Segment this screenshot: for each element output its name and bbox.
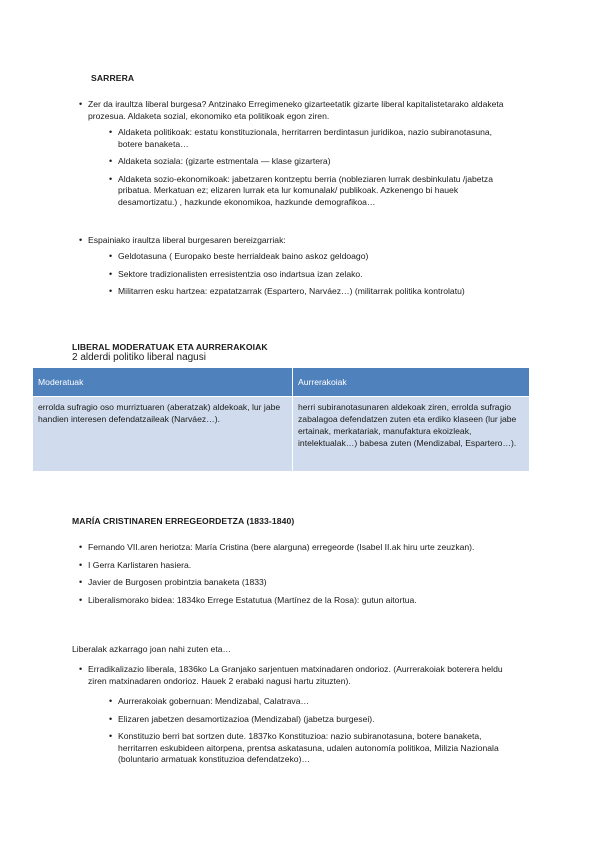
list-item: • I Gerra Karlistaren hasiera. (88, 560, 508, 572)
table-header-moderatuak: Moderatuak (33, 368, 293, 397)
list-item: • Zer da iraultza liberal burgesa? Antzinako Erregimeneko gizarteetatik gizarte liberal kapitalistetarako aldaketa prozesua. Aldaketa sozial, ekonomiko eta politikoak egon ziren. (88, 99, 508, 122)
list-item: • Aldaketa soziala: (gizarte estmentala — klase gizartera) (118, 156, 508, 168)
list-item: • Militarren esku hartzea: ezpatatzarrak (Espartero, Narváez…) (militarrak politika kontrolatu) (118, 286, 508, 298)
paragraph: Liberalak azkarrago joan nahi zuten eta… (72, 644, 232, 654)
section-heading-sarrera: SARRERA (91, 73, 135, 83)
erradikalizazio-list (88, 664, 508, 687)
section-heading-maria: MARÍA CRISTINAREN ERREGEORDETZA (1833-1840) (72, 516, 295, 526)
list-item: • Javier de Burgosen probintzia banaketa (1833) (88, 577, 508, 589)
bereizgarriak-list (118, 251, 508, 298)
erabakiak-list (118, 696, 508, 766)
parties-table (32, 367, 530, 472)
table-cell-moderatuak: errolda sufragio oso murriztuaren (aberatzak) aldekoak, lur jabe handien interesen defendatzaileak (Narváez…). (33, 397, 293, 472)
section-heading-liberal: LIBERAL MODERATUAK ETA AURRERAKOIAK (72, 342, 268, 352)
aldaketak-list (118, 127, 508, 208)
list-item: • Geldotasuna ( Europako beste herrialdeak baino askoz geldoago) (118, 251, 508, 263)
list-item: • Erradikalizazio liberala, 1836ko La Granjako sarjentuen matxinadaren ondorioz. (Aurrerakoiak boterera heldu ziren matxinadaren ondorioz. Hauek 2 erabaki nagusi hartu zituzten). (88, 664, 508, 687)
list-item: • Espainiako iraultza liberal burgesaren bereizgarriak: (88, 235, 508, 247)
maria-list (88, 542, 508, 606)
list-item: • Sektore tradizionalisten erresistentzia oso indartsua izan zelako. (118, 269, 508, 281)
table-row (33, 397, 530, 472)
list-item: • Aldaketa sozio-ekonomikoak: jabetzaren kontzeptu berria (nobleziaren lurrak desbinkulatu /jabetza pribatua. Merkatuan ez; elizaren lurrak eta lur komunalak/ publikoak. Azkenengo bi hauek desamortizatu.) , hazkunde ekonomikoa, hazkunde demografikoa… (118, 174, 508, 209)
table-header-row (33, 368, 530, 397)
list-item: • Aurrerakoiak gobernuan: Mendizabal, Calatrava… (118, 696, 508, 708)
section-subheading: 2 alderdi politiko liberal nagusi (72, 352, 206, 363)
table-header-aurrerakoiak: Aurrerakoiak (293, 368, 530, 397)
list-item: • Elizaren jabetzen desamortizazioa (Mendizabal) (jabetza burgesei). (118, 714, 508, 726)
sarrera-list (88, 99, 508, 122)
list-item: • Aldaketa politikoak: estatu konstituzionala, herritarren berdintasun juridikoa, nazio subiranotasuna, botere banaketa… (118, 127, 508, 150)
list-item: • Liberalismorako bidea: 1834ko Errege Estatutua (Martínez de la Rosa): gutun aitortua. (88, 595, 508, 607)
table-cell-aurrerakoiak: herri subiranotasunaren aldekoak ziren, errolda sufragio zabalagoa defendatzen zuten eta erdiko klaseen (lur jabe ertainak, merkatariak, manufaktura ekoizleak, intelektualak…) babesa zuten (Mendizabal, Espartero…). (293, 397, 530, 472)
list-item: • Konstituzio berri bat sortzen dute. 1837ko Konstituzioa: nazio subiranotasuna, botere banaketa, herritarren eskubideen aitorpena, prentsa askatasuna, udalen autonomía politikoa, Milizia Nazionala (boluntario armatuak konstituzioa defendatzeko)… (118, 731, 508, 766)
espainia-list (88, 235, 508, 247)
list-item: • Fernando VII.aren heriotza: María Cristina (bere alarguna) erregeorde (Isabel II.ak hiru urte zeuzkan). (88, 542, 508, 554)
